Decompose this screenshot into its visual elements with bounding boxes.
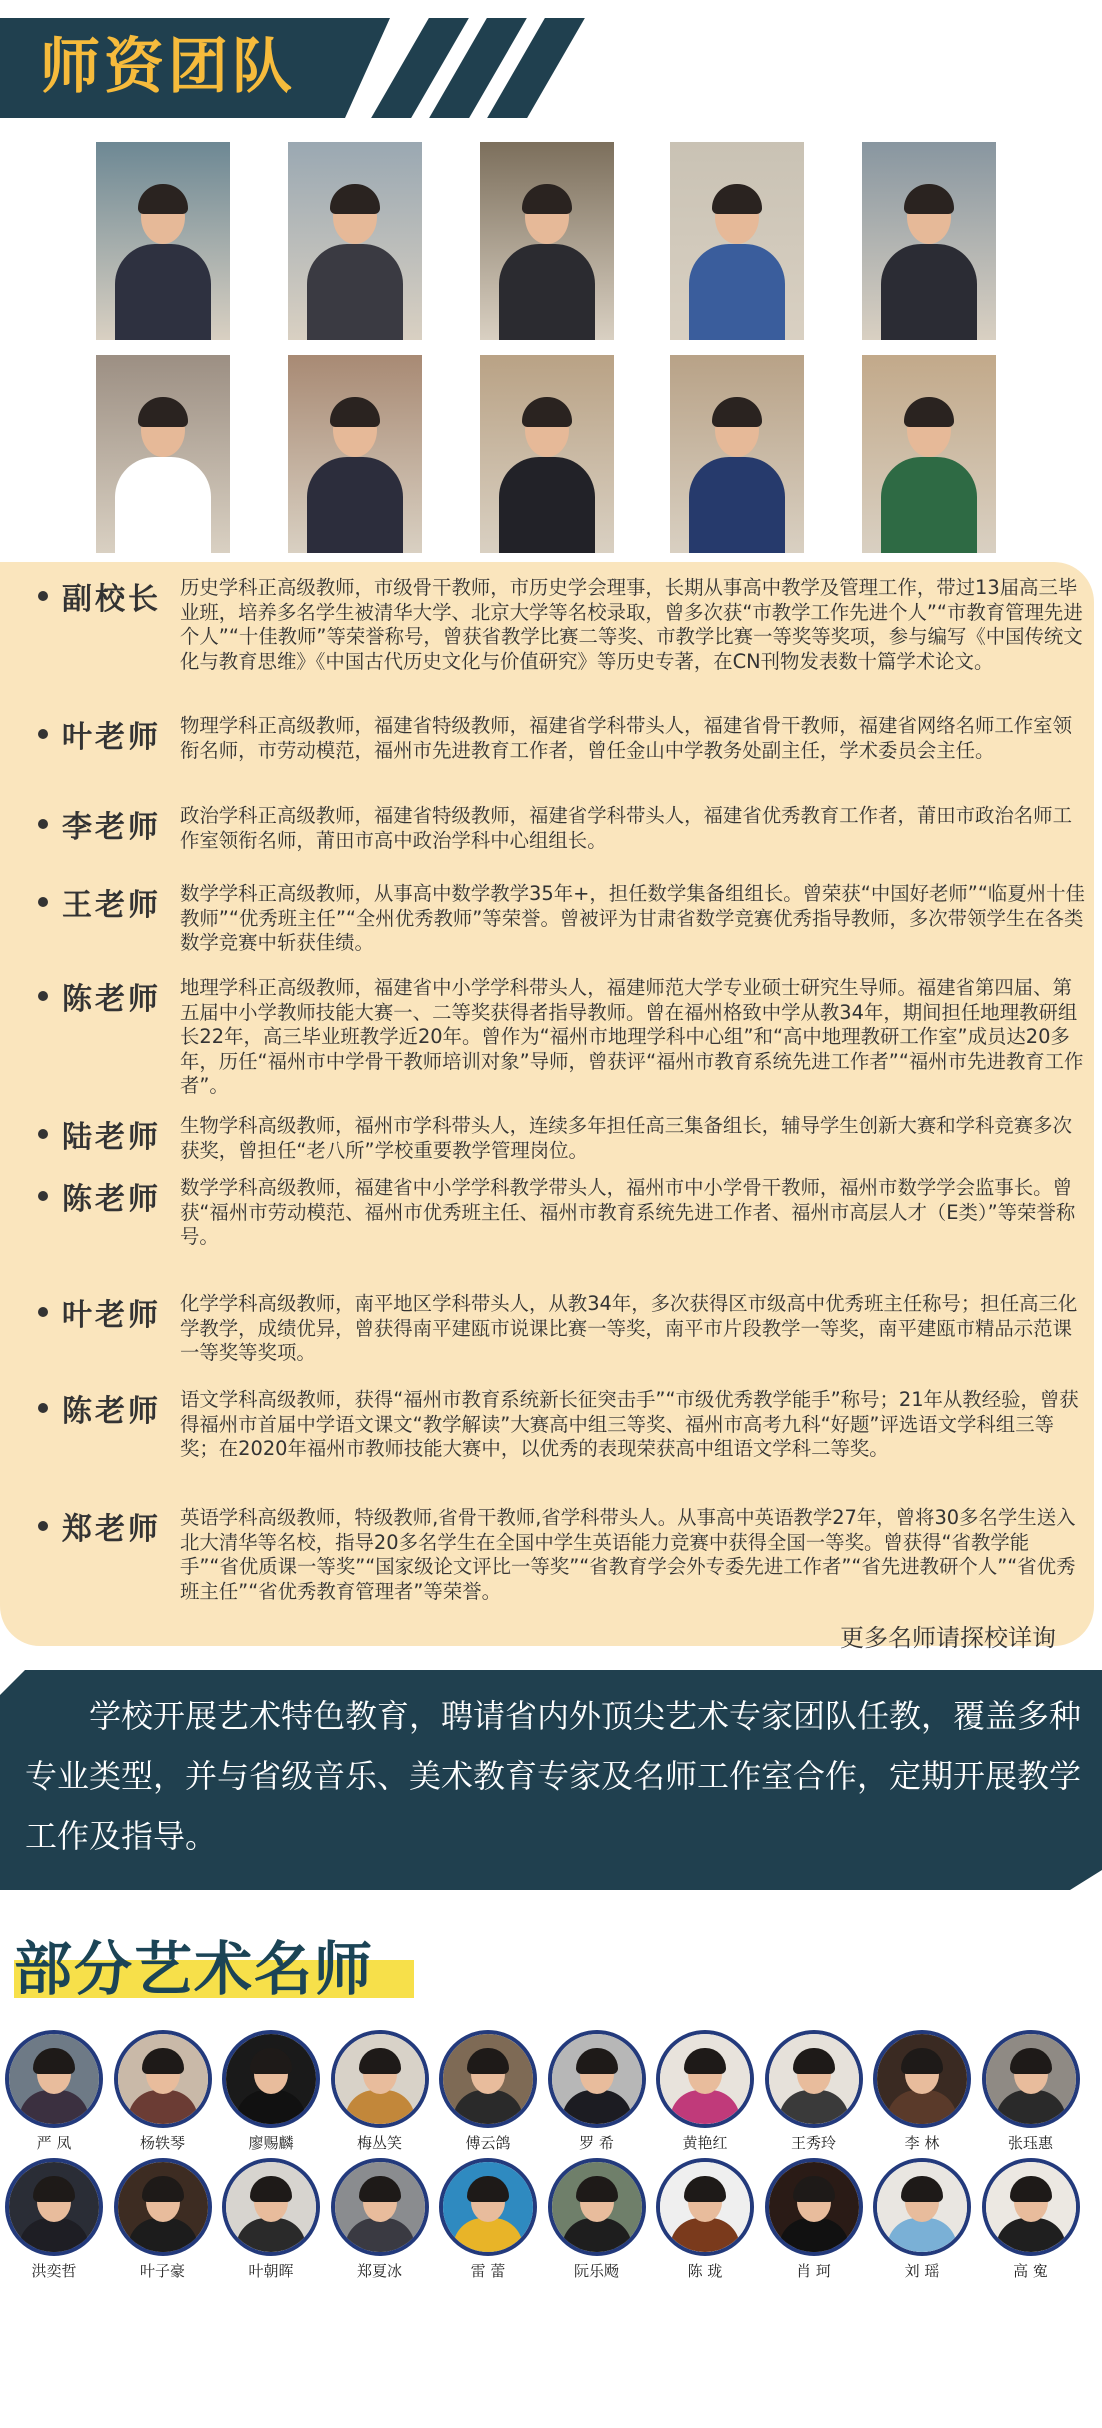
artist-name: 黄艳红: [682, 2134, 728, 2152]
artist-card: [545, 2158, 649, 2280]
section-header: [0, 18, 560, 118]
artist-card: [2, 2030, 106, 2152]
artist-avatar: [439, 2030, 537, 2128]
page-title: 师资团队: [40, 32, 296, 102]
artist-avatar: [656, 2158, 754, 2256]
bullet-icon: [38, 1307, 48, 1317]
artist-name: 李 林: [904, 2134, 940, 2152]
artist-card: [653, 2158, 757, 2280]
artist-card: [762, 2158, 866, 2280]
artist-name: 廖赐麟: [248, 2134, 294, 2152]
artist-card: [219, 2158, 323, 2280]
artist-name: 高 寃: [1013, 2262, 1048, 2280]
teacher-description: 地理学科正高级教师，福建省中小学学科带头人，福建师范大学专业硕士研究生导师。福建省第四届、第五届中小学教师技能大赛一、二等奖获得者指导教师。曾在福州格致中学从教34年，期间担任地理教研组长22年，高三毕业班教学近20年。曾作为“福州市地理学科中心组”和“高中地理教研工作室”成员达20多年，历任“福州市中学骨干教师培训对象”导师，曾获评“福州市教育系统先进工作者”“福州市先进教育工作者”。: [180, 976, 1084, 1097]
artist-avatar: [331, 2030, 429, 2128]
artist-avatar: [222, 2030, 320, 2128]
artist-card: [111, 2030, 215, 2152]
bullet-icon: [38, 729, 48, 739]
teacher-description: 数学学科高级教师，福建省中小学学科教学带头人，福州市中小学骨干教师，福州市数学学会监事长。曾获“福州市劳动模范、福州市优秀班主任、福州市教育系统先进工作者、福州市高层人才（E类）”等荣誉称号。: [180, 1176, 1076, 1248]
artist-avatar: [439, 2158, 537, 2256]
teacher-photo: [480, 355, 614, 553]
bullet-icon: [38, 1403, 48, 1413]
teacher-name: 陈老师: [62, 982, 161, 1017]
artist-card: [328, 2030, 432, 2152]
artist-card: [979, 2158, 1083, 2280]
artist-card: [545, 2030, 649, 2152]
artist-name: 梅丛笑: [356, 2134, 402, 2152]
teacher-name: 李老师: [62, 810, 161, 845]
teacher-description: 数学学科正高级教师，从事高中数学教学35年+，担任数学集备组组长。曾荣获“中国好老师”“临夏州十佳教师”“优秀班主任”“全州优秀教师”等荣誉。曾被评为甘肃省数学竞赛优秀指导教师，多次带领学生在各类数学竞赛中斩获佳绩。: [180, 882, 1085, 954]
bullet-icon: [38, 1191, 48, 1201]
bullet-icon: [38, 1129, 48, 1139]
teacher-description: 历史学科正高级教师，市级骨干教师，市历史学会理事，长期从事高中教学及管理工作，带过13届高三毕业班，培养多名学生被清华大学、北京大学等名校录取，曾多次获“市教学工作先进个人”“市教育管理先进个人”“十佳教师”等荣誉称号，曾获省教学比赛二等奖、市教学比赛一等奖等奖项，参与编写《中国传统文化与教育思维》《中国古代历史文化与价值研究》等历史专著，在CN刊物发表数十篇学术论文。: [180, 576, 1083, 673]
teacher-description: 语文学科高级教师，获得“福州市教育系统新长征突击手”“市级优秀教学能手”称号；21年从教经验，曾获得福州市首届中学语文课文“教学解读”大赛高中组三等奖、福州市高考九科“好题”评选语文学科组三等奖；在2020年福州市教师技能大赛中，以优秀的表现荣获高中组语文学科二等奖。: [180, 1388, 1079, 1460]
artist-avatar: [982, 2030, 1080, 2128]
artist-card: [653, 2030, 757, 2152]
artist-avatar: [331, 2158, 429, 2256]
artist-card: [870, 2158, 974, 2280]
artist-avatar: [5, 2158, 103, 2256]
artist-avatar: [656, 2030, 754, 2128]
artist-avatar: [548, 2158, 646, 2256]
artist-card: [328, 2158, 432, 2280]
teacher-name: 陈老师: [62, 1394, 161, 1429]
artist-name: 王秀玲: [790, 2134, 836, 2152]
bullet-icon: [38, 991, 48, 1001]
artist-name: 叶子豪: [139, 2262, 185, 2280]
artist-card: [111, 2158, 215, 2280]
artist-card: [436, 2158, 540, 2280]
artist-name: 罗 希: [579, 2134, 614, 2152]
art-intro-text: 学校开展艺术特色教育，聘请省内外顶尖艺术专家团队任教，覆盖多种专业类型，并与省级音乐、美术教育专家及名师工作室合作，定期开展教学工作及指导。: [25, 1697, 1082, 1855]
artist-name: 肖 珂: [796, 2262, 831, 2280]
teacher-photo: [288, 355, 422, 553]
artist-card: [436, 2030, 540, 2152]
teacher-bio-panel: [0, 562, 1094, 1652]
artist-avatar: [548, 2030, 646, 2128]
artist-avatar: [765, 2030, 863, 2128]
artist-name: 刘 瑶: [904, 2262, 940, 2280]
teacher-photo: [288, 142, 422, 340]
artist-card: [870, 2030, 974, 2152]
teacher-name: 陈老师: [62, 1182, 161, 1217]
artist-name: 洪奕哲: [31, 2262, 77, 2280]
teacher-name: 叶老师: [62, 1298, 161, 1333]
artist-avatar: [873, 2158, 971, 2256]
teacher-description: 化学学科高级教师，南平地区学科带头人，从教34年，多次获得区市级高中优秀班主任称号；担任高三化学教学，成绩优异，曾获得南平建瓯市说课比赛一等奖，南平市片段教学一等奖，南平建瓯市精品示范课一等奖等奖项。: [180, 1292, 1078, 1364]
bullet-icon: [38, 1521, 48, 1531]
teacher-photo: [480, 142, 614, 340]
teacher-description: 英语学科高级教师，特级教师,省骨干教师,省学科带头人。从事高中英语教学27年，曾将30多名学生送入北大清华等名校，指导20多名学生在全国中学生英语能力竞赛中获得全国一等奖。曾获得“省教学能手”“省优质课一等奖”“国家级论文评比一等奖”“省教育学会外专委先进工作者”“省先进教研个人”“省优秀班主任”“省优秀教育管理者”等荣誉。: [180, 1506, 1076, 1603]
artist-card: [762, 2030, 866, 2152]
bullet-icon: [38, 897, 48, 907]
artist-name: 叶朝晖: [248, 2262, 294, 2280]
artist-avatar: [114, 2030, 212, 2128]
bullet-icon: [38, 819, 48, 829]
bullet-icon: [38, 591, 48, 601]
artist-card: [219, 2030, 323, 2152]
artist-name: 严 凤: [36, 2134, 72, 2152]
teacher-photo: [670, 355, 804, 553]
teacher-photo: [862, 355, 996, 553]
artist-name: 阮乐飏: [573, 2262, 619, 2280]
teacher-photo: [670, 142, 804, 340]
artist-name: 张珏惠: [1007, 2134, 1053, 2152]
teacher-description: 政治学科正高级教师，福建省特级教师，福建省学科带头人，福建省优秀教育工作者，莆田市政治名师工作室领衔名师，莆田市高中政治学科中心组组长。: [180, 804, 1072, 852]
artist-name: 雷 蕾: [470, 2262, 506, 2280]
more-teachers-note: 更多名师请探校详询: [840, 1624, 1056, 1652]
teacher-description: 生物学科高级教师，福州市学科带头人，连续多年担任高三集备组长，辅导学生创新大赛和学科竞赛多次获奖，曾担任“老八所”学校重要教学管理岗位。: [180, 1114, 1072, 1162]
teacher-name: 郑老师: [62, 1512, 161, 1547]
art-section-title: 部分艺术名师: [14, 1935, 375, 2003]
teacher-photo: [96, 355, 230, 553]
artist-card: [979, 2030, 1083, 2152]
artist-avatar: [982, 2158, 1080, 2256]
artist-name: 傅云鸽: [465, 2134, 511, 2152]
teacher-name: 副校长: [62, 582, 161, 617]
artist-avatar: [5, 2030, 103, 2128]
teacher-name: 陆老师: [62, 1120, 161, 1155]
teacher-name: 叶老师: [62, 720, 161, 755]
teacher-name: 王老师: [62, 888, 161, 923]
artist-name: 陈 珑: [687, 2262, 723, 2280]
teacher-photo: [862, 142, 996, 340]
artist-card: [2, 2158, 106, 2280]
teacher-description: 物理学科正高级教师，福建省特级教师，福建省学科带头人，福建省骨干教师，福建省网络名师工作室领衔名师，市劳动模范，福州市先进教育工作者，曾任金山中学教务处副主任，学术委员会主任。: [180, 714, 1072, 762]
artist-avatar: [222, 2158, 320, 2256]
artist-avatar: [765, 2158, 863, 2256]
artist-avatar: [114, 2158, 212, 2256]
teacher-photo: [96, 142, 230, 340]
artist-avatar: [873, 2030, 971, 2128]
artist-name: 郑夏冰: [356, 2262, 402, 2280]
artist-name: 杨轶琴: [139, 2134, 185, 2152]
